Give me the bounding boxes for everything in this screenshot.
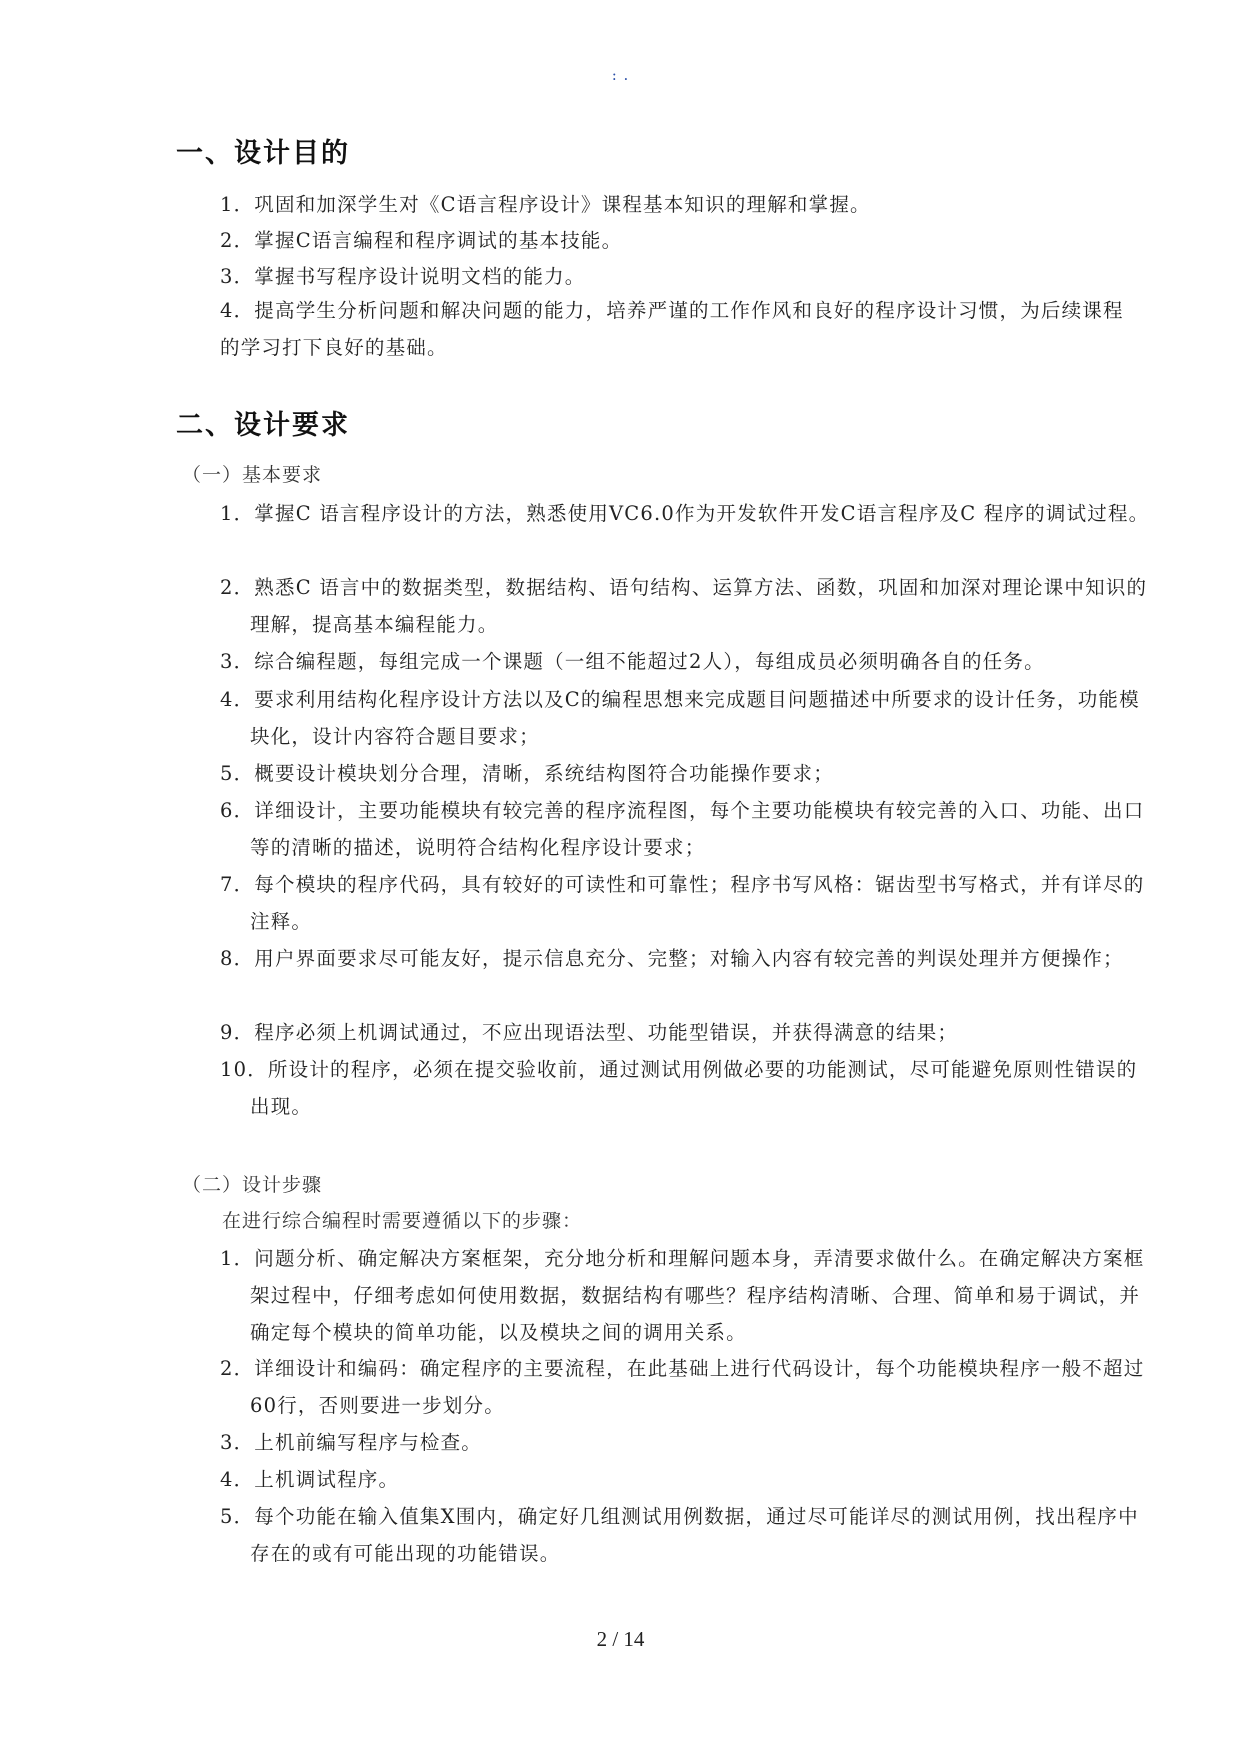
requirement-item-4: 4．要求利用结构化程序设计方法以及C的编程思想来完成题目问题描述中所要求的设计任务，功能模块化，设计内容符合题目要求； [220,688,1140,748]
requirement-item-7: 7．每个模块的程序代码，具有较好的可读性和可靠性；程序书写风格：锯齿型书写格式，并有详尽的注释。 [220,873,1145,933]
requirement-item-6: 6．详细设计，主要功能模块有较完善的程序流程图，每个主要功能模块有较完善的入口、功能、出口等的清晰的描述，说明符合结构化程序设计要求； [220,799,1145,859]
steps-intro: 在进行综合编程时需要遵循以下的步骤： [222,1210,583,1232]
step-item-3: 3．上机前编写程序与检查。 [220,1431,483,1454]
purpose-item-2: 2．掌握C语言编程和程序调试的基本技能。 [220,229,623,252]
section-title-design-requirements: 二、设计要求 [176,410,350,441]
purpose-item-4: 4．提高学生分析问题和解决问题的能力，培养严谨的工作作风和良好的程序设计习惯，为后续课程的学习打下良好的基础。 [220,299,1124,359]
requirement-item-5: 5．概要设计模块划分合理，清晰，系统结构图符合功能操作要求； [220,762,834,785]
requirement-item-2: 2．熟悉C 语言中的数据类型，数据结构、语句结构、运算方法、函数，巩固和加深对理论课中知识的理解，提高基本编程能力。 [220,576,1148,636]
subsection-basic-requirements: （一）基本要求 [182,464,323,486]
step-item-4: 4．上机调试程序。 [220,1468,400,1491]
requirement-item-8: 8．用户界面要求尽可能友好，提示信息充分、完整；对输入内容有较完善的判误处理并方便操作； [220,947,1124,970]
requirement-item-10: 10．所设计的程序，必须在提交验收前，通过测试用例做必要的功能测试，尽可能避免原则性错误的出现。 [220,1058,1138,1118]
step-item-2: 2．详细设计和编码：确定程序的主要流程，在此基础上进行代码设计，每个功能模块程序一般不超过60行，否则要进一步划分。 [220,1357,1145,1417]
step-item-1: 1．问题分析、确定解决方案框架，充分地分析和理解问题本身，弄清要求做什么。在确定解决方案框架过程中，仔细考虑如何使用数据，数据结构有哪些？程序结构清晰、合理、简单和易于调试，并确定每个模块的简单功能，以及模块之间的调用关系。 [220,1247,1145,1344]
purpose-item-1: 1．巩固和加深学生对《C语言程序设计》课程基本知识的理解和掌握。 [220,193,871,216]
page-number: 2 / 14 [596,1627,645,1651]
section-title-design-purpose: 一、设计目的 [176,138,350,169]
header-mark: : . [611,66,630,84]
requirement-item-1: 1．掌握C 语言程序设计的方法，熟悉使用VC6.0作为开发软件开发C语言程序及C 程序的调试过程。 [220,502,1150,525]
requirement-item-3: 3．综合编程题，每组完成一个课题（一组不能超过2人），每组成员必须明确各自的任务。 [220,650,1045,673]
subsection-design-steps: （二）设计步骤 [182,1174,323,1196]
step-item-5: 5．每个功能在输入值集X围内，确定好几组测试用例数据，通过尽可能详尽的测试用例，找出程序中存在的或有可能出现的功能错误。 [220,1505,1139,1565]
requirement-item-9: 9．程序必须上机调试通过，不应出现语法型、功能型错误，并获得满意的结果； [220,1021,959,1044]
purpose-item-3: 3．掌握书写程序设计说明文档的能力。 [220,265,586,288]
